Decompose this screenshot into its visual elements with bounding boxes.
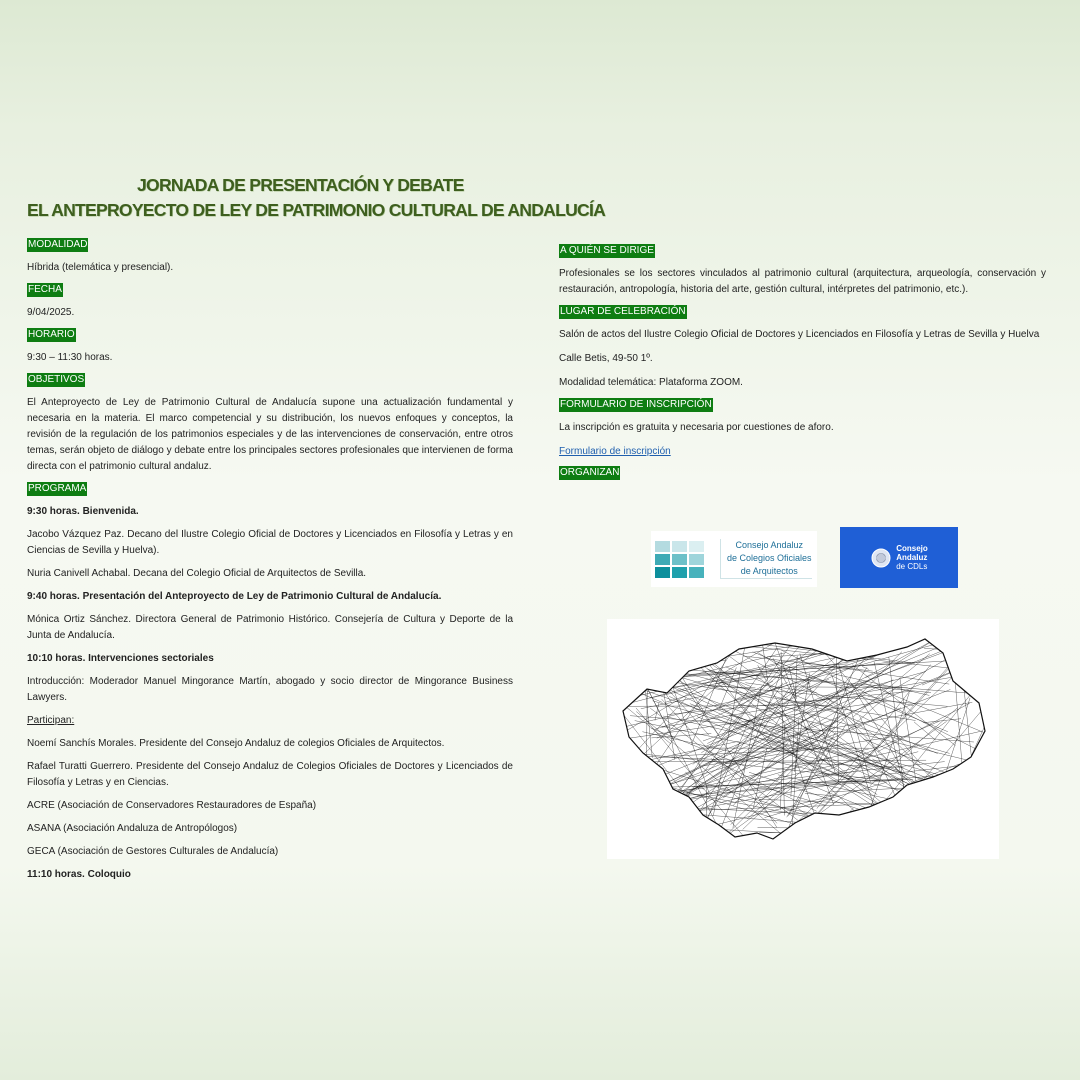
cdl-emblem-icon — [870, 543, 892, 573]
programa-participan: Participan: — [27, 715, 75, 726]
programa-acre: ACRE (Asociación de Conservadores Restauradores de España) — [27, 800, 317, 811]
programa-intervenciones: 10:10 horas. Intervenciones sectoriales — [27, 653, 214, 664]
fecha-text: 9/04/2025. — [27, 307, 75, 318]
programa-geca: GECA (Asociación de Gestores Culturales de Andalucía) — [27, 846, 279, 857]
programa-presentacion: 9:40 horas. Presentación del Anteproyecto de Ley de Patrimonio Cultural de Andalucía. — [27, 591, 442, 602]
organizer-logos — [651, 527, 959, 589]
programa-jacobo: Jacobo Vázquez Paz. Decano del Ilustre Colegio Oficial de Doctores y Licenciados en Filosofía y Letras y en Ciencias de Sevilla y Huelva). — [27, 529, 513, 556]
programa-rafael: Rafael Turatti Guerrero. Presidente del Consejo Andaluz de Colegios Oficiales de Doctores y Licenciados de Filosofía y Letras y en Ciencias. — [27, 761, 513, 788]
programa-noemi: Noemí Sanchís Morales. Presidente del Consejo Andaluz de colegios Oficiales de Arquitectos. — [27, 738, 445, 749]
consejo-cdls-logo — [840, 527, 958, 588]
lugar-salon: Salón de actos del Ilustre Colegio Oficial de Doctores y Licenciados en Filosofía y Letras de Sevilla y Huelva — [559, 329, 1040, 340]
andalucia-map-image — [607, 619, 999, 859]
programa-header: PROGRAMA — [28, 483, 87, 494]
lugar-telematica: Modalidad telemática: Plataforma ZOOM. — [559, 377, 743, 388]
objetivos-text: El Anteproyecto de Ley de Patrimonio Cultural de Andalucía supone una actualización fundamental y necesaria en la materia. El marco competencial y su distribución, los nuevos enfoques y conceptos, la revisión de la regulación de los patrimonios especiales y de las intervenciones de conservación, entre otros temas, serán objeto de diálogo y debate entre los principales sectores profesionales que intervienen de forma directa con el patrimonio cultural andaluz. — [27, 397, 513, 472]
formulario-text: La inscripción es gratuita y necesaria por cuestiones de aforo. — [559, 422, 834, 433]
programa-monica: Mónica Ortiz Sánchez. Directora General de Patrimonio Histórico. Consejería de Cultura y Deporte de la Junta de Andalucía. — [27, 614, 513, 641]
fecha-header: FECHA — [28, 284, 62, 295]
tiles-icon — [655, 541, 704, 578]
horario-text: 9:30 – 11:30 horas. — [27, 352, 113, 363]
modalidad-header: MODALIDAD — [28, 239, 88, 250]
document-title — [20, 172, 606, 222]
andalucia-line-map-icon — [607, 619, 999, 859]
programa-coloquio: 11:10 horas. Coloquio — [27, 869, 131, 880]
right-column — [559, 243, 1046, 481]
title-line-2: EL ANTEPROYECTO DE LEY DE PATRIMONIO CULTURAL DE ANDALUCÍA — [27, 200, 606, 220]
modalidad-text: Híbrida (telemática y presencial). — [27, 262, 174, 273]
horario-header: HORARIO — [28, 329, 75, 340]
consejo-arquitectos-logo — [651, 531, 817, 587]
programa-introduccion: Introducción: Moderador Manuel Mingorance Martín, abogado y socio director de Mingorance Business Lawyers. — [27, 676, 513, 703]
consejo-cdls-text: Consejo Andaluz de CDLs — [896, 544, 928, 571]
objetivos-header: OBJETIVOS — [28, 374, 85, 385]
left-column — [27, 237, 513, 883]
formulario-link[interactable]: Formulario de inscripción — [559, 446, 671, 457]
lugar-header: LUGAR DE CELEBRACIÓN — [560, 306, 686, 317]
lugar-calle: Calle Betis, 49-50 1º. — [559, 353, 653, 364]
programa-bienvenida: 9:30 horas. Bienvenida. — [27, 506, 139, 517]
a-quien-text: Profesionales se los sectores vinculados al patrimonio cultural (arquitectura, arqueología, conservación y restauración, antropología, historia del arte, gestión cultural, intérpretes del patrimonio, etc.). — [559, 268, 1046, 295]
programa-nuria: Nuria Canivell Achabal. Decana del Colegio Oficial de Arquitectos de Sevilla. — [27, 568, 367, 579]
programa-asana: ASANA (Asociación Andaluza de Antropólogos) — [27, 823, 238, 834]
title-line-1: JORNADA DE PRESENTACIÓN Y DEBATE — [137, 175, 464, 195]
organizan-header: ORGANIZAN — [560, 467, 620, 478]
consejo-arquitectos-text: Consejo Andaluz de Colegios Oficiales de Arquitectos — [720, 539, 812, 579]
formulario-header: FORMULARIO DE INSCRIPCIÓN — [560, 399, 712, 410]
a-quien-header: A QUIÉN SE DIRIGE — [560, 245, 654, 256]
